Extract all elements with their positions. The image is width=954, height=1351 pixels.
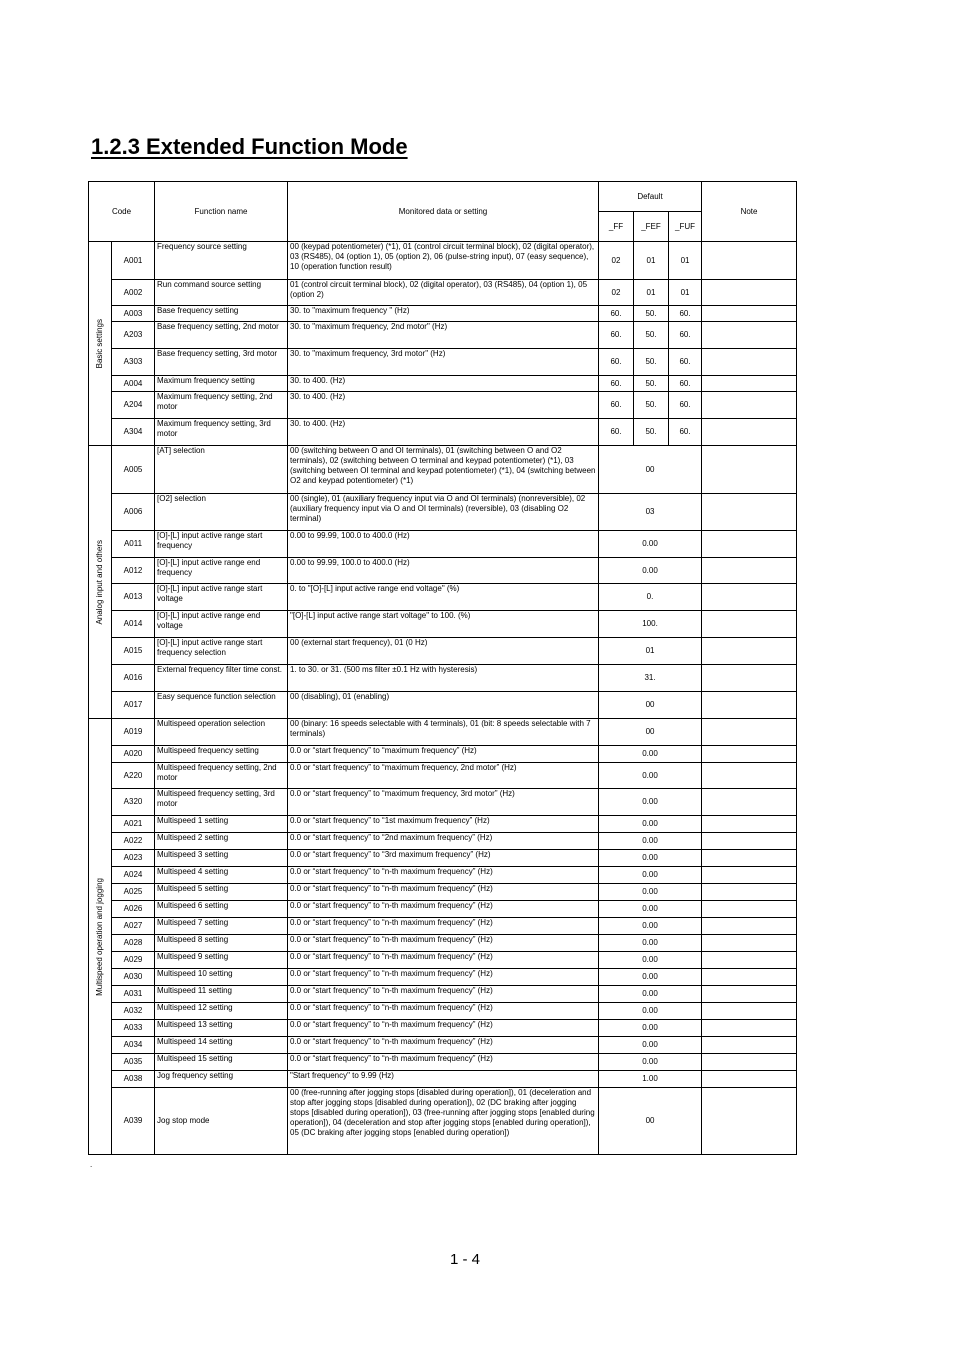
note-cell: [702, 746, 797, 763]
table-row: [89, 322, 797, 349]
default-fuf-cell: 01: [669, 280, 702, 306]
default-ff-cell: 60.: [599, 349, 634, 376]
note-cell: [702, 692, 797, 719]
function-name-cell: Multispeed 15 setting: [155, 1054, 288, 1071]
default-fuf-cell: 60.: [669, 306, 702, 322]
section-title: 1.2.3 Extended Function Mode: [91, 134, 408, 159]
monitored-cell: 0.0 or “start frequency” to “n-th maximum frequency” (Hz): [288, 1020, 599, 1037]
code-cell: A006: [112, 494, 155, 531]
table-row: [89, 867, 797, 884]
code-cell: A002: [112, 280, 155, 306]
monitored-cell: 0.0 or “start frequency” to “n-th maximum frequency” (Hz): [288, 918, 599, 935]
code-cell: A014: [112, 611, 155, 638]
function-table: [88, 181, 797, 1155]
monitored-cell: 30. to "maximum frequency, 2nd motor" (Hz): [288, 322, 599, 349]
table-row: [89, 1054, 797, 1071]
default-cell: 0.00: [599, 1003, 702, 1020]
default-cell: 0.00: [599, 901, 702, 918]
code-cell: A320: [112, 789, 155, 816]
code-cell: A020: [112, 746, 155, 763]
header-default-fef: _FEF: [634, 212, 669, 242]
note-cell: [702, 1071, 797, 1088]
code-cell: A031: [112, 986, 155, 1003]
table-row: [89, 1088, 797, 1155]
monitored-cell: 0. to "[O]-[L] input active range end voltage" (%): [288, 584, 599, 611]
default-fuf-cell: 01: [669, 242, 702, 280]
note-cell: [702, 446, 797, 494]
monitored-cell: 0.0 or “start frequency” to “maximum frequency, 3rd motor” (Hz): [288, 789, 599, 816]
default-cell: 0.00: [599, 850, 702, 867]
note-cell: [702, 918, 797, 935]
default-cell: 00: [599, 446, 702, 494]
function-name-cell: Multispeed operation selection: [155, 719, 288, 746]
group-label-cell: [89, 719, 112, 1155]
code-cell: A023: [112, 850, 155, 867]
table-row: [89, 280, 797, 306]
default-cell: 31.: [599, 665, 702, 692]
code-cell: A011: [112, 531, 155, 558]
note-cell: [702, 1003, 797, 1020]
note-cell: [702, 1020, 797, 1037]
default-cell: 0.00: [599, 763, 702, 789]
code-cell: A303: [112, 349, 155, 376]
default-fuf-cell: 60.: [669, 349, 702, 376]
code-cell: A003: [112, 306, 155, 322]
group-label: Analog input and others: [95, 539, 104, 625]
table-row: [89, 1020, 797, 1037]
note-cell: [702, 833, 797, 850]
default-fuf-cell: 60.: [669, 322, 702, 349]
table-row: [89, 392, 797, 419]
default-cell: 0.00: [599, 884, 702, 901]
table-row: [89, 746, 797, 763]
function-name-cell: Maximum frequency setting, 2nd motor: [155, 392, 288, 419]
monitored-cell: 00 (disabling), 01 (enabling): [288, 692, 599, 719]
note-cell: [702, 901, 797, 918]
table-row: [89, 850, 797, 867]
code-cell: A038: [112, 1071, 155, 1088]
default-fef-cell: 50.: [634, 376, 669, 392]
header-default-fuf: _FUF: [669, 212, 702, 242]
group-label: Basic settings: [95, 318, 104, 369]
default-fef-cell: 01: [634, 242, 669, 280]
monitored-cell: 0.0 or “start frequency” to “n-th maximum frequency” (Hz): [288, 935, 599, 952]
monitored-cell: 0.0 or “start frequency” to “n-th maximum frequency” (Hz): [288, 986, 599, 1003]
monitored-cell: 0.0 or “start frequency” to “3rd maximum frequency” (Hz): [288, 850, 599, 867]
table-row: [89, 763, 797, 789]
table-row: [89, 665, 797, 692]
default-cell: 00: [599, 719, 702, 746]
code-cell: A039: [112, 1088, 155, 1155]
note-cell: [702, 935, 797, 952]
table-row: [89, 789, 797, 816]
note-cell: [702, 584, 797, 611]
table-row: [89, 884, 797, 901]
default-cell: 100.: [599, 611, 702, 638]
code-cell: A004: [112, 376, 155, 392]
code-cell: A032: [112, 1003, 155, 1020]
function-name-cell: [O]-[L] input active range start frequency selection: [155, 638, 288, 665]
note-cell: [702, 242, 797, 280]
default-ff-cell: 60.: [599, 376, 634, 392]
table-row: [89, 531, 797, 558]
note-cell: [702, 952, 797, 969]
page-number: 1 - 4: [450, 1251, 481, 1268]
function-name-cell: [O]-[L] input active range start frequency: [155, 531, 288, 558]
default-cell: 0.00: [599, 816, 702, 833]
monitored-cell: 0.0 or “start frequency” to “1st maximum frequency” (Hz): [288, 816, 599, 833]
table-row: [89, 558, 797, 584]
table-row: [89, 816, 797, 833]
note-cell: [702, 986, 797, 1003]
default-ff-cell: 02: [599, 280, 634, 306]
default-fef-cell: 50.: [634, 322, 669, 349]
monitored-cell: 30. to 400. (Hz): [288, 392, 599, 419]
default-cell: 0.: [599, 584, 702, 611]
function-name-cell: Multispeed 11 setting: [155, 986, 288, 1003]
note-cell: [702, 322, 797, 349]
function-name-cell: Base frequency setting: [155, 306, 288, 322]
function-name-cell: Frequency source setting: [155, 242, 288, 280]
monitored-cell: 0.0 or “start frequency” to “2nd maximum frequency” (Hz): [288, 833, 599, 850]
table-row: [89, 584, 797, 611]
note-cell: [702, 306, 797, 322]
note-cell: [702, 1054, 797, 1071]
note-cell: [702, 816, 797, 833]
code-cell: A035: [112, 1054, 155, 1071]
monitored-cell: 0.0 or “start frequency” to “n-th maximum frequency” (Hz): [288, 1003, 599, 1020]
code-cell: A029: [112, 952, 155, 969]
note-cell: [702, 638, 797, 665]
monitored-cell: 00 (free-running after jogging stops [disabled during operation]), 01 (deceleration and stop after jogging stops [disabled during operation]), 02 (DC braking after jogging stops [disabled during operation]), 03 (free-running after jogging stops [enabled during operation]), 04 (deceleration and stop after jogging stops [enabled during operation]), 05 (DC braking after jogging stops [enabled during operation]): [288, 1088, 599, 1155]
header-monitored: Monitored data or setting: [288, 182, 599, 242]
note-cell: [702, 969, 797, 986]
code-cell: A034: [112, 1037, 155, 1054]
code-cell: A027: [112, 918, 155, 935]
note-cell: [702, 558, 797, 584]
monitored-cell: "Start frequency" to 9.99 (Hz): [288, 1071, 599, 1088]
code-cell: A220: [112, 763, 155, 789]
header-code: Code: [89, 182, 155, 242]
function-name-cell: Multispeed 8 setting: [155, 935, 288, 952]
table-row: [89, 833, 797, 850]
default-cell: 01: [599, 638, 702, 665]
monitored-cell: 0.0 or “start frequency” to “n-th maximum frequency” (Hz): [288, 1037, 599, 1054]
code-cell: A019: [112, 719, 155, 746]
function-name-cell: Multispeed 6 setting: [155, 901, 288, 918]
default-fef-cell: 01: [634, 280, 669, 306]
note-cell: [702, 376, 797, 392]
note-cell: [702, 531, 797, 558]
note-cell: [702, 419, 797, 446]
note-cell: [702, 665, 797, 692]
function-name-cell: Multispeed 10 setting: [155, 969, 288, 986]
code-cell: A013: [112, 584, 155, 611]
default-cell: 0.00: [599, 558, 702, 584]
default-cell: 00: [599, 692, 702, 719]
function-name-cell: Multispeed 7 setting: [155, 918, 288, 935]
default-cell: 0.00: [599, 746, 702, 763]
code-cell: A203: [112, 322, 155, 349]
code-cell: A204: [112, 392, 155, 419]
table-row: [89, 918, 797, 935]
note-cell: [702, 867, 797, 884]
note-cell: [702, 719, 797, 746]
function-name-cell: [O]-[L] input active range start voltage: [155, 584, 288, 611]
function-name-cell: Multispeed 2 setting: [155, 833, 288, 850]
default-cell: 0.00: [599, 1020, 702, 1037]
function-name-cell: Multispeed 9 setting: [155, 952, 288, 969]
default-cell: 0.00: [599, 867, 702, 884]
code-cell: A033: [112, 1020, 155, 1037]
function-name-cell: [O]-[L] input active range end frequency: [155, 558, 288, 584]
monitored-cell: 00 (switching between O and OI terminals), 01 (switching between O and O2 terminals), 02 (switching between O terminal and keypad potentiometer) (*1), 03 (switching between OI terminal and keypad potentiometer) (*1), 04 (switching between O2 and keypad potentiometer) (*1): [288, 446, 599, 494]
monitored-cell: 00 (keypad potentiometer) (*1), 01 (control circuit terminal block), 02 (digital operator), 03 (RS485), 04 (option 1), 05 (option 2), 06 (pulse-string input), 07 (easy sequence), 10 (operation function result): [288, 242, 599, 280]
table-row: [89, 306, 797, 322]
default-fef-cell: 50.: [634, 392, 669, 419]
function-name-cell: Multispeed 3 setting: [155, 850, 288, 867]
code-cell: A005: [112, 446, 155, 494]
table-row: [89, 638, 797, 665]
code-cell: A021: [112, 816, 155, 833]
function-name-cell: Base frequency setting, 2nd motor: [155, 322, 288, 349]
function-name-cell: External frequency filter time const.: [155, 665, 288, 692]
function-name-cell: Multispeed 13 setting: [155, 1020, 288, 1037]
function-name-cell: Maximum frequency setting: [155, 376, 288, 392]
table-row: [89, 969, 797, 986]
code-cell: A016: [112, 665, 155, 692]
monitored-cell: 0.00 to 99.99, 100.0 to 400.0 (Hz): [288, 531, 599, 558]
code-cell: A015: [112, 638, 155, 665]
note-cell: [702, 763, 797, 789]
note-cell: [702, 349, 797, 376]
default-cell: 0.00: [599, 969, 702, 986]
function-name-cell: Jog stop mode: [155, 1088, 288, 1155]
table-row: [89, 901, 797, 918]
table-row: [89, 419, 797, 446]
note-cell: [702, 789, 797, 816]
function-name-cell: [O]-[L] input active range end voltage: [155, 611, 288, 638]
monitored-cell: 30. to 400. (Hz): [288, 376, 599, 392]
table-row: [89, 446, 797, 494]
header-default-ff: _FF: [599, 212, 634, 242]
monitored-cell: 0.0 or “start frequency” to “maximum frequency” (Hz): [288, 746, 599, 763]
table-row: [89, 719, 797, 746]
function-name-cell: Maximum frequency setting, 3rd motor: [155, 419, 288, 446]
group-label-cell: [89, 242, 112, 446]
default-cell: 0.00: [599, 986, 702, 1003]
note-cell: [702, 1037, 797, 1054]
monitored-cell: 0.0 or “start frequency” to “n-th maximum frequency” (Hz): [288, 952, 599, 969]
function-name-cell: Easy sequence function selection: [155, 692, 288, 719]
note-cell: [702, 392, 797, 419]
default-ff-cell: 02: [599, 242, 634, 280]
header-row-1: [89, 182, 797, 212]
default-cell: 0.00: [599, 531, 702, 558]
function-name-cell: Multispeed frequency setting, 3rd motor: [155, 789, 288, 816]
note-cell: [702, 884, 797, 901]
default-cell: 0.00: [599, 1054, 702, 1071]
code-cell: A024: [112, 867, 155, 884]
function-name-cell: [O2] selection: [155, 494, 288, 531]
group-label: Multispeed operation and jogging: [95, 877, 104, 996]
monitored-cell: 00 (external start frequency), 01 (0 Hz): [288, 638, 599, 665]
monitored-cell: 0.0 or “start frequency” to “maximum frequency, 2nd motor” (Hz): [288, 763, 599, 789]
default-fuf-cell: 60.: [669, 392, 702, 419]
default-fef-cell: 50.: [634, 419, 669, 446]
note-cell: [702, 850, 797, 867]
default-fuf-cell: 60.: [669, 419, 702, 446]
default-ff-cell: 60.: [599, 322, 634, 349]
table-row: [89, 611, 797, 638]
default-cell: 1.00: [599, 1071, 702, 1088]
function-name-cell: Multispeed frequency setting, 2nd motor: [155, 763, 288, 789]
default-cell: 03: [599, 494, 702, 531]
code-cell: A026: [112, 901, 155, 918]
table-row: [89, 1037, 797, 1054]
header-default: Default: [599, 182, 702, 212]
default-cell: 0.00: [599, 952, 702, 969]
monitored-cell: 00 (binary: 16 speeds selectable with 4 terminals), 01 (bit: 8 speeds selectable with 7 terminals): [288, 719, 599, 746]
table-row: [89, 376, 797, 392]
code-cell: A028: [112, 935, 155, 952]
table-body: [89, 242, 797, 1155]
function-name-cell: Multispeed 4 setting: [155, 867, 288, 884]
code-cell: A022: [112, 833, 155, 850]
monitored-cell: 0.0 or “start frequency” to “n-th maximum frequency” (Hz): [288, 1054, 599, 1071]
function-name-cell: Jog frequency setting: [155, 1071, 288, 1088]
default-fef-cell: 50.: [634, 306, 669, 322]
note-cell: [702, 1088, 797, 1155]
table-row: [89, 935, 797, 952]
monitored-cell: 0.0 or “start frequency” to “n-th maximum frequency” (Hz): [288, 969, 599, 986]
monitored-cell: 1. to 30. or 31. (500 ms filter ±0.1 Hz with hysteresis): [288, 665, 599, 692]
monitored-cell: "[O]-[L] input active range start voltage" to 100. (%): [288, 611, 599, 638]
monitored-cell: 0.00 to 99.99, 100.0 to 400.0 (Hz): [288, 558, 599, 584]
stray-mark: .: [90, 1160, 93, 1169]
monitored-cell: 30. to 400. (Hz): [288, 419, 599, 446]
function-name-cell: Multispeed 12 setting: [155, 1003, 288, 1020]
monitored-cell: 30. to "maximum frequency " (Hz): [288, 306, 599, 322]
default-cell: 0.00: [599, 935, 702, 952]
default-ff-cell: 60.: [599, 419, 634, 446]
header-function-name: Function name: [155, 182, 288, 242]
table-row: [89, 952, 797, 969]
monitored-cell: 0.0 or “start frequency” to “n-th maximum frequency” (Hz): [288, 884, 599, 901]
default-fef-cell: 50.: [634, 349, 669, 376]
table-row: [89, 1003, 797, 1020]
code-cell: A017: [112, 692, 155, 719]
function-name-cell: Multispeed 14 setting: [155, 1037, 288, 1054]
code-cell: A304: [112, 419, 155, 446]
function-name-cell: [AT] selection: [155, 446, 288, 494]
default-cell: 0.00: [599, 789, 702, 816]
default-cell: 0.00: [599, 833, 702, 850]
default-fuf-cell: 60.: [669, 376, 702, 392]
code-cell: A030: [112, 969, 155, 986]
code-cell: A025: [112, 884, 155, 901]
monitored-cell: 30. to "maximum frequency, 3rd motor" (Hz): [288, 349, 599, 376]
function-name-cell: Base frequency setting, 3rd motor: [155, 349, 288, 376]
monitored-cell: 01 (control circuit terminal block), 02 (digital operator), 03 (RS485), 04 (option 1), 05 (option 2): [288, 280, 599, 306]
code-cell: A012: [112, 558, 155, 584]
default-cell: 0.00: [599, 918, 702, 935]
monitored-cell: 00 (single), 01 (auxiliary frequency input via O and OI terminals) (nonreversible), 02 (auxiliary frequency input via O and OI terminals) (reversible), 03 (disabling O2 terminal): [288, 494, 599, 531]
group-label-cell: [89, 446, 112, 719]
default-cell: 0.00: [599, 1037, 702, 1054]
function-name-cell: Multispeed 5 setting: [155, 884, 288, 901]
table-row: [89, 692, 797, 719]
table-row: [89, 1071, 797, 1088]
table-row: [89, 986, 797, 1003]
monitored-cell: 0.0 or “start frequency” to “n-th maximum frequency” (Hz): [288, 901, 599, 918]
table-row: [89, 494, 797, 531]
table-row: [89, 349, 797, 376]
header-note: Note: [702, 182, 797, 242]
default-ff-cell: 60.: [599, 306, 634, 322]
code-cell: A001: [112, 242, 155, 280]
note-cell: [702, 280, 797, 306]
default-cell: 00: [599, 1088, 702, 1155]
function-name-cell: Multispeed 1 setting: [155, 816, 288, 833]
monitored-cell: 0.0 or “start frequency” to “n-th maximum frequency” (Hz): [288, 867, 599, 884]
note-cell: [702, 494, 797, 531]
function-name-cell: Multispeed frequency setting: [155, 746, 288, 763]
default-ff-cell: 60.: [599, 392, 634, 419]
note-cell: [702, 611, 797, 638]
table-row: [89, 242, 797, 280]
function-name-cell: Run command source setting: [155, 280, 288, 306]
